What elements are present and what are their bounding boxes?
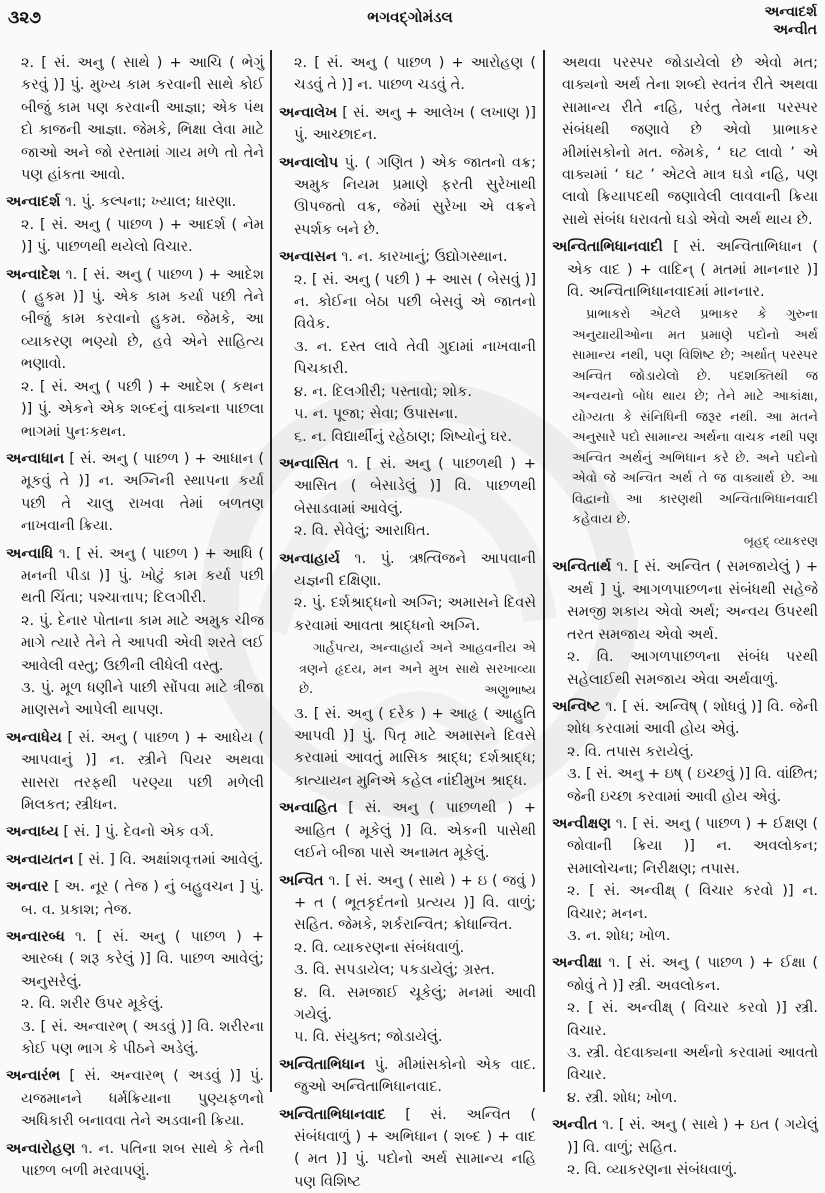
headword: અન્વાધેય [6,729,62,746]
guide-words [764,3,817,39]
definition: [ સં. અનુ ( પાછળ ) + આધેય ( આપવાનું )] ન. સ્ત્રીને પિયર અથવા સાસરા તરફથી પરણ્યા પછી મળેલી મિલકત; સ્ત્રીધન. [21,729,265,813]
dictionary-entry [6,727,264,817]
definition: ૧. [ સં. અનુ ( સાથે ) + ઇ ( જવું ) + ત ( ભૂતકૃદંતનો પ્રત્યય )] વિ. વાળું; સહિત. જેમકે, શર્કરાન્વિત; ક્રોધાન્વિત. [294,872,537,934]
headword: અન્વાસિત [279,455,339,472]
definition: [ સં. અનુ ( પાછળથી ) + આહિત ( મૂકેલું )] વિ. એકની પાસેથી લઈને બીજા પાસે અનામત મૂકેલું. [294,800,536,862]
dictionary-entry [279,1104,536,1193]
dictionary-entry [279,152,536,242]
dictionary-entry [552,556,818,646]
headword: અન્વાલેખ [279,104,338,121]
sense: ૨. [ સં. અનુ ( પાછળ ) + આદર્શ ( નેમ )] પું. પાછળથી થયેલો વિચાર. [21,216,264,256]
definition: ૧. [ સં. અનુ ( સાથે ) + ઇત ( ગયેલું )] વિ. વાળું; સહિત. [567,1117,818,1156]
dictionary-entry [279,548,536,593]
definition: ૧. [ સં. અનુ ( પાછળથી ) + આસિત ( બેસાડેલું )] વિ. પાછળથી બેસાડવામાં આવેલું. [294,455,537,517]
definition: પું. મીમાંસકોનો એક વાદ. જુઓ અન્વિતાભિધાનવાદ. [294,1056,537,1096]
sense: ૫. વિ. સંયુક્ત; જોડાયેલું. [294,1029,443,1046]
headword: અન્વીત [552,1117,598,1134]
sense: ૨. વિ. વ્યાકરણના સંબંધવાળું. [294,939,465,956]
sense: ૨. [ સં. અનુ ( પછી ) + આદેશ ( કથન )] પું. એકને એક શબ્દનું વાક્યના પાછલા ભાગમાં પુનઃકથન. [21,378,264,440]
headword: અન્વાયતન [6,851,74,868]
dictionary-entry [552,696,818,741]
definition: [ સં. ] પું. દેવનો એક વર્ગ. [63,824,215,841]
sense: ૬. ન. વિદ્યાર્થીનું રહેઠાણ; શિષ્યોનું ઘર. [294,428,512,445]
headword: અન્વિતાભિધાન [279,1056,365,1073]
definition: ૧. [ સં. અનુ ( પાછળ ) + ઈક્ષા ( જોવું તે )] સ્ત્રી. અવલોકન. [567,955,819,994]
sense: ૩. [ સં. અનુ + ઇષ્ ( ઇચ્છવું )] વિ. વાંછિત; જેની ઇચ્છા કરવામાં આવી હોય એવું. [567,766,818,805]
definition: ૧. ન. પતિના શબ સાથે કે તેની પાછળ બળી મરવાપણું. [21,1140,265,1180]
headword: અન્વાલોપ [279,154,339,171]
dictionary-entry [6,1138,264,1183]
headword: અન્વાધ્ય [6,824,59,841]
guide-word-first: અન્વાદર્શ [764,4,817,20]
continued-definition: અથવા પરસ્પર જોડાયેલો છે એવો મત; વાક્યનો અર્થ તેના શબ્દો સ્વતંત્ર રીતે અથવા સામાન્ય રીતે નહિ, પરંતુ તેમના પરસ્પર સંબંધથી જણાવે છે એવો પ્રાભાકર મીમાંસકોનો મત. જેમકે, ‘ ઘટ લાવો ’ એ વાક્યમાં ‘ ઘટ ’ એટલે માત્ર ઘડો નહિ, પણ લાવો ક્રિયાપદથી જણાવેલી લાવવાની ક્રિયા સાથે સંબંધ ધરાવતો ઘડો એવો અર્થ થાય છે. [562,55,818,228]
dictionary-entry [279,870,536,937]
quotation-source: અણુભાષ્ય [484,682,536,698]
sense: ૨. [ સં. અન્વીક્ષ્ ( વિચાર કરવો )] ન. વિચાર; મનન. [567,883,818,922]
sense: ૩. વિ. સપડાયેલ; પકડાયેલું; ગ્રસ્ત. [294,962,495,979]
headword: અન્વિષ્ટ [552,698,601,715]
quotation-source: બૃહદ્ વ્યાકરણ [743,532,818,548]
dictionary-entry [552,813,818,880]
sense: ૪. ન. દિલગીરી; પસ્તાવો; શોક. [294,383,472,400]
dictionary-entry [279,1054,536,1099]
sense: ૨. વિ. વ્યાકરણના સંબંધવાળું. [567,1162,738,1179]
definition: ૧. [ સં. અનુ ( પાછળ ) + ઈક્ષણ ( જોવાની ક્રિયા )] ન. અવલોકન; સમાલોચના; નિરીક્ષણ; તપાસ. [567,815,818,877]
definition: ૧. ન. કારખાનું; ઉદ્યોગસ્થાન. [341,249,508,266]
dictionary-entry [279,453,536,520]
definition: ૧. [ સં. અન્વિત ( સમજાયેલું ) + અર્થ ] પું. આગળપાછળના સંબંધથી સહેજે સમજી શકાય એવો અર્થ; અન્વય ઉપરથી તરત સમજાય એવો અર્થ. [567,559,819,643]
sense: ૩. [ સં. અન્વારભ્ ( અડવું )] વિ. શરીરના કોઈ પણ ભાગ કે પીઠને અડેલું. [21,1018,264,1058]
headword: અન્વિત [279,872,324,889]
headword: અન્વારબ્ધ [6,929,65,946]
sense: ૩. ન. દસ્ત લાવે તેવી ગુદામાં નાખવાની પિચકારી. [294,338,536,378]
dictionary-entry [6,1065,264,1132]
sense: ૨. [ સં. અનુ ( પછી ) + આસ ( બેસવું )] ન. કોઈના બેઠા પછી બેસવું એ જાતનો વિવેક. [294,271,536,333]
definition: [ સં. ] વિ. અક્ષાંશવૃત્તમાં આવેલું. [78,851,264,868]
book-title: ભગવદ્ગોમંડલ [367,8,453,26]
definition: પું. ( ગણિત ) એક જાતનો વક્ર; અમુક નિયમ પ્રમાણે ફરતી સુરેખાથી ઊપજતો વક્ર, જેમાં સુરેખા એ વક્રને સ્પર્શક બને છે. [294,154,536,238]
definition: [ અ. નૂર ( તેજ ) નું બહુવચન ] પું. બ. વ. પ્રકાશ; તેજ. [21,879,264,918]
headword: અન્વારંભ [6,1068,61,1085]
definition: ૧. [ સં. અન્વિષ્ ( શોધવું )] વિ. જેની શોધ કરવામાં આવી હોય એવું. [567,698,819,738]
quotation-text: પ્રાભાકરો એટલે પ્રભાકર કે ગુરુના અનુયાયીઓના મત પ્રમાણે પદોનો અર્થ સામાન્ય નથી, પણ વિશિષ્ટ છે; અર્થાત્ પરસ્પર અન્વિત જોડાયેલો છે. પદશક્તિથી જ અન્વયનો બોધ થાય છે; તેને માટે આકાંક્ષા, યોગ્યતા કે સંનિધિની જરૂર નથી. આ મતને અનુસારે પદો સામાન્ય અર્થના વાચક નથી પણ અન્વિત અર્થનું અભિધાન કરે છે. અને પદોનો એવો જે અન્વિત અર્થ તે જ વાક્યાર્થ છે. આ વિદ્વાનો આ કારણથી અન્વિતાભિધાનવાદી કહેવાય છે. [572,307,818,528]
definition: [ સં. અનુ + આલેખ ( લખાણ )] પું. આચ્છાદન. [294,104,536,144]
sense: ૨. વિ. આગળપાછળના સંબંધ પરથી સહેલાઈથી સમજાય એવા અર્થવાળું. [567,649,818,688]
sense: ૩. પું. મૂળ ધણીને પાછી સોંપવા માટે ત્રીજા માણસને આપેલી થાપણ. [21,679,264,719]
sense: ૩. ન. શોધ; ખોળ. [567,927,671,944]
column-divider [543,50,545,1092]
sense: ૨. [ સં. અનુ ( પાછળ ) + આરોહણ ( ચડવું તે )] ન. પાછળ ચડવું તે. [294,55,536,94]
guide-word-last: અન્વીત [773,22,817,38]
dictionary-entry [6,926,264,993]
sense: ૪. વિ. સમજાઈ ચૂકેલું; મનમાં આવી ગયેલું. [294,984,536,1023]
sense: ૪. સ્ત્રી. શોધ; ખોળ. [567,1089,678,1106]
dictionary-entry [279,797,536,864]
definition: ૧. પું. ઋત્વિજને આપવાની યજ્ઞની દક્ષિણા. [294,550,537,589]
sense: ૫. ન. પૂજા; સેવા; ઉપાસના. [294,406,459,423]
headword: અન્વાર [6,879,49,896]
page-number: ૩૨૭ [8,8,42,28]
headword: અન્વિતાર્થ [552,559,612,576]
dictionary-entry [279,246,536,268]
dictionary-entry [552,952,818,997]
quotation-text: ગાર્હપત્ય, અન્વાહાર્ય અને આહવનીય એ ત્રણને હૃદય, મન અને મુખ સાથે સરખાવ્યા છે. [299,641,536,698]
headword: અન્વારોહણ [6,1140,76,1157]
dictionary-entry [6,821,264,843]
definition: ૧. [ સં. અનુ ( પાછળ ) + આદેશ ( હુકમ )] પું. એક કામ કર્યા પછી તેને બીજું કામ કરવાનો હુકમ. જેમકે, આ વ્યાકરણ ભણ્યો છે, હવે એને સાહિત્ય ભણાવો. [21,266,265,373]
sense: ૨. વિ. તપાસ કરાયેલું. [567,743,694,760]
sense: ૨. [ સં. અન્વીક્ષ્ ( વિચાર કરવો )] સ્ત્રી. વિચાર. [567,1000,818,1039]
sense: ૨. પું. દેનાર પોતાના કામ માટે અમુક ચીજ માગે ત્યારે તેને તે આપવી એવી શરતે લઈ આવેલી વસ્તુ; ઉછીની લીધેલી વસ્તુ. [21,612,264,674]
sense: ૨. પું. દર્શશ્રાદ્ધનો અગ્નિ; અમાસને દિવસે કરવામાં આવતા શ્રાદ્ધનો અગ્નિ. [294,595,536,634]
definition: [ સં. અન્વારભ્ ( અડવું )] પું. યજમાનને ધર્મક્રિયાના પુણ્યફળનો અધિકારી બનાવવા તેને અડવાની ક્રિયા. [21,1068,264,1130]
headword: અન્વાહાર્ય [279,550,340,567]
dictionary-entry [6,876,264,921]
sense: ૩. સ્ત્રી. વેદવાક્યના અર્થનો કરવામાં આવતો વિચાર. [567,1045,818,1084]
sense: ૩. [ સં. અનુ ( દરેક ) + આહૃ ( આહુતિ આપવી )] પું. પિતૃ માટે અમાસને દિવસે કરવામાં આવતું માસિક શ્રાદ્ધ; દર્શશ્રાદ્ધ; કાત્યાયન મુનિએ કહેલ નાંદીમુખ શ્રાદ્ધ. [294,705,536,789]
dictionary-entry [6,448,264,538]
headword: અન્વીક્ષા [552,955,602,972]
quotation [279,639,536,701]
dictionary-entry [6,849,264,871]
headword: અન્વિતાભિધાનવાદ [279,1106,386,1123]
dictionary-entry [6,543,264,610]
headword: અન્વાદેશ [6,266,61,283]
definition: ૧. પું. કલ્પના; ખ્યાલ; ધારણા. [65,194,237,211]
quotation [552,305,818,551]
sense: ૨. વિ. શરીર ઉપર મૂકેલું. [21,996,164,1013]
column-1 [6,52,264,1183]
headword: અન્વાહિત [279,800,338,817]
headword: અન્વાસન [279,249,337,266]
dictionary-entry [552,236,818,303]
dictionary-entry [6,191,264,213]
column-3 [552,52,818,1181]
column-2 [279,52,536,1193]
column-divider [270,50,272,1092]
sense: ૨. વિ. સેવેલું; આરાધિત. [294,523,431,540]
dictionary-entry [552,1114,818,1159]
headword: અન્વીક્ષણ [552,815,611,832]
definition: [ સં. અન્વિત ( સંબંધવાળું ) + અભિધાન ( શબ્દ ) + વાદ ( મત )] પું. પદોનો અર્થ સામાન્ય નહિ પણ વિશિષ્ટ [294,1106,537,1190]
definition: [ સં. અન્વિતાભિધાન ( એક વાદ ) + વાદિન્ ( મતમાં માનનાર )] વિ. અન્વિતાભિધાનવાદમાં માનનાર. [567,239,819,301]
dictionary-entry [279,102,536,147]
headword: અન્વાધાન [6,450,65,467]
headword: અન્વાધિ [6,545,54,562]
definition: [ સં. અનુ ( પાછળ ) + આધાન ( મૂકવું તે )] ન. અગ્નિની સ્થાપના કર્યા પછી તે ચાલુ રાખવા તેમાં બળતણ નાખવાની ક્રિયા. [21,450,265,535]
definition: ૧. [ સં. અનુ ( પાછળ ) + આરબ્ધ ( શરૂ કરેલું )] વિ. પાછળ આવેલું; અનુસરેલું. [21,929,265,990]
dictionary-entry [6,264,264,376]
headword: અન્વિતાભિધાનવાદી [552,239,663,256]
definition: ૧. [ સં. અનુ ( પાછળ ) + આધિ ( મનની પીડા )] પું. ખોટું કામ કર્યા પછી થતી ચિંતા; પશ્ચાત્તાપ; દિલગીરી. [21,545,264,607]
sense: ૨. [ સં. અનુ ( સાથે ) + આચિ ( ભેગું કરવું )] પું. મુખ્ય કામ કરવાની સાથે કોઈ બીજું કામ પણ કરવાની આજ્ઞા; એક પંથ દો કાજની આજ્ઞા. જેમકે, ભિક્ષા લેવા માટે જાઓ અને જો રસ્તામાં ગાય મળે તો તેને પણ હાંકતા આવો. [21,55,264,184]
headword: અન્વાદર્શ [6,194,61,211]
